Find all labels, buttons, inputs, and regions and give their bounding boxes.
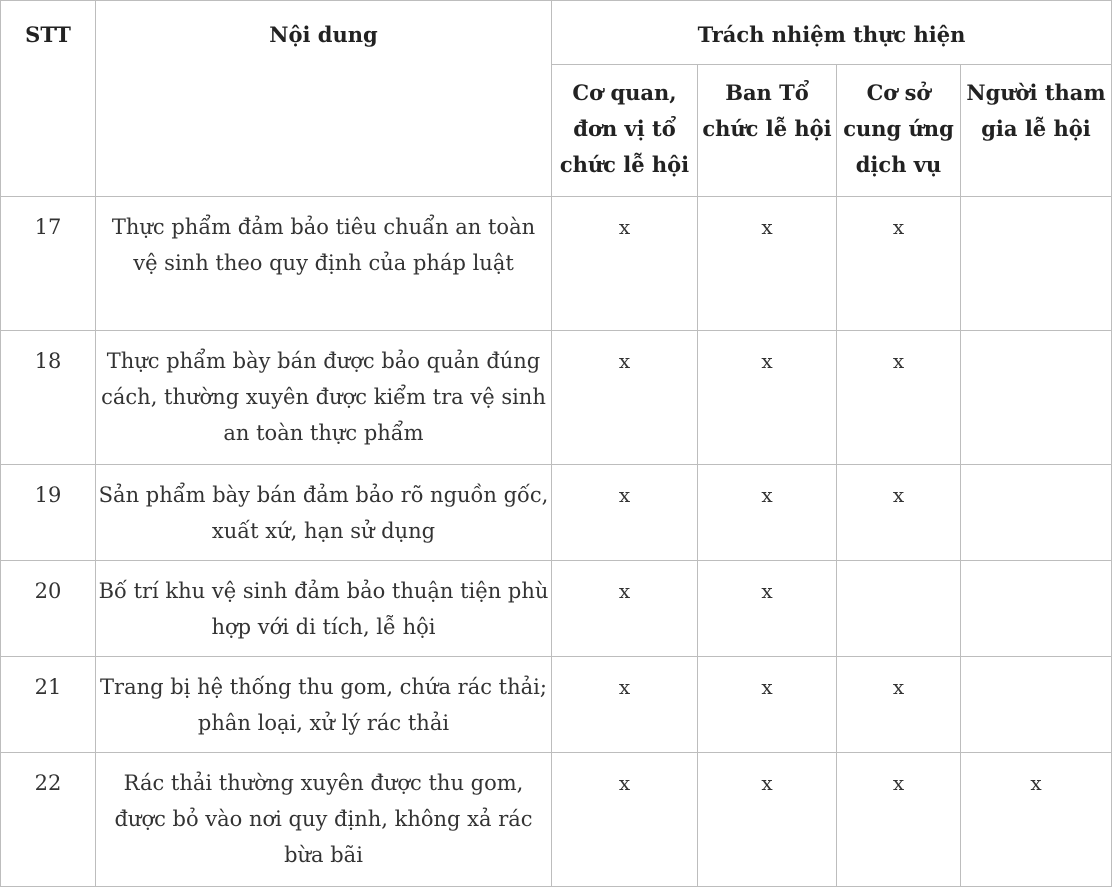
row-content: Trang bị hệ thống thu gom, chứa rác thải; phân loại, xử lý rác thải — [96, 657, 552, 753]
mark-organizing-committee: x — [698, 331, 837, 465]
row-content: Bố trí khu vệ sinh đảm bảo thuận tiện phù hợp với di tích, lễ hội — [96, 561, 552, 657]
mark-participants — [961, 197, 1112, 331]
table-row — [1, 561, 1112, 657]
table-row — [1, 465, 1112, 561]
mark-service-provider: x — [837, 753, 961, 887]
table-row — [1, 331, 1112, 465]
mark-service-provider — [837, 561, 961, 657]
mark-organizing-committee: x — [698, 465, 837, 561]
mark-organizing-committee: x — [698, 753, 837, 887]
mark-organizing-agency: x — [552, 465, 698, 561]
header-service-provider: Cơ sở cung ứng dịch vụ — [837, 65, 961, 197]
mark-organizing-committee: x — [698, 197, 837, 331]
row-stt: 22 — [1, 753, 96, 887]
mark-organizing-agency: x — [552, 561, 698, 657]
header-participants: Người tham gia lễ hội — [961, 65, 1112, 197]
mark-organizing-agency: x — [552, 753, 698, 887]
header-content: Nội dung — [96, 1, 552, 197]
row-stt: 19 — [1, 465, 96, 561]
header-organizing-agency: Cơ quan, đơn vị tổ chức lễ hội — [552, 65, 698, 197]
row-content: Rác thải thường xuyên được thu gom, được bỏ vào nơi quy định, không xả rác bừa bãi — [96, 753, 552, 887]
mark-organizing-committee: x — [698, 561, 837, 657]
header-organizing-committee: Ban Tổ chức lễ hội — [698, 65, 837, 197]
row-stt: 18 — [1, 331, 96, 465]
mark-organizing-agency: x — [552, 197, 698, 331]
row-content: Thực phẩm bày bán được bảo quản đúng cách, thường xuyên được kiểm tra vệ sinh an toàn thực phẩm — [96, 331, 552, 465]
mark-organizing-committee: x — [698, 657, 837, 753]
mark-service-provider: x — [837, 331, 961, 465]
mark-service-provider: x — [837, 197, 961, 331]
header-responsibility: Trách nhiệm thực hiện — [552, 1, 1112, 65]
mark-participants — [961, 657, 1112, 753]
mark-participants: x — [961, 753, 1112, 887]
row-stt: 21 — [1, 657, 96, 753]
row-content: Thực phẩm đảm bảo tiêu chuẩn an toàn vệ sinh theo quy định của pháp luật — [96, 197, 552, 331]
mark-service-provider: x — [837, 657, 961, 753]
mark-participants — [961, 331, 1112, 465]
table-row — [1, 753, 1112, 887]
mark-participants — [961, 465, 1112, 561]
row-content: Sản phẩm bày bán đảm bảo rõ nguồn gốc, xuất xứ, hạn sử dụng — [96, 465, 552, 561]
row-stt: 17 — [1, 197, 96, 331]
header-stt: STT — [1, 1, 96, 197]
header-row — [1, 1, 1112, 65]
mark-service-provider: x — [837, 465, 961, 561]
row-stt: 20 — [1, 561, 96, 657]
table-row — [1, 197, 1112, 331]
mark-organizing-agency: x — [552, 657, 698, 753]
mark-organizing-agency: x — [552, 331, 698, 465]
table-row — [1, 657, 1112, 753]
mark-participants — [961, 561, 1112, 657]
